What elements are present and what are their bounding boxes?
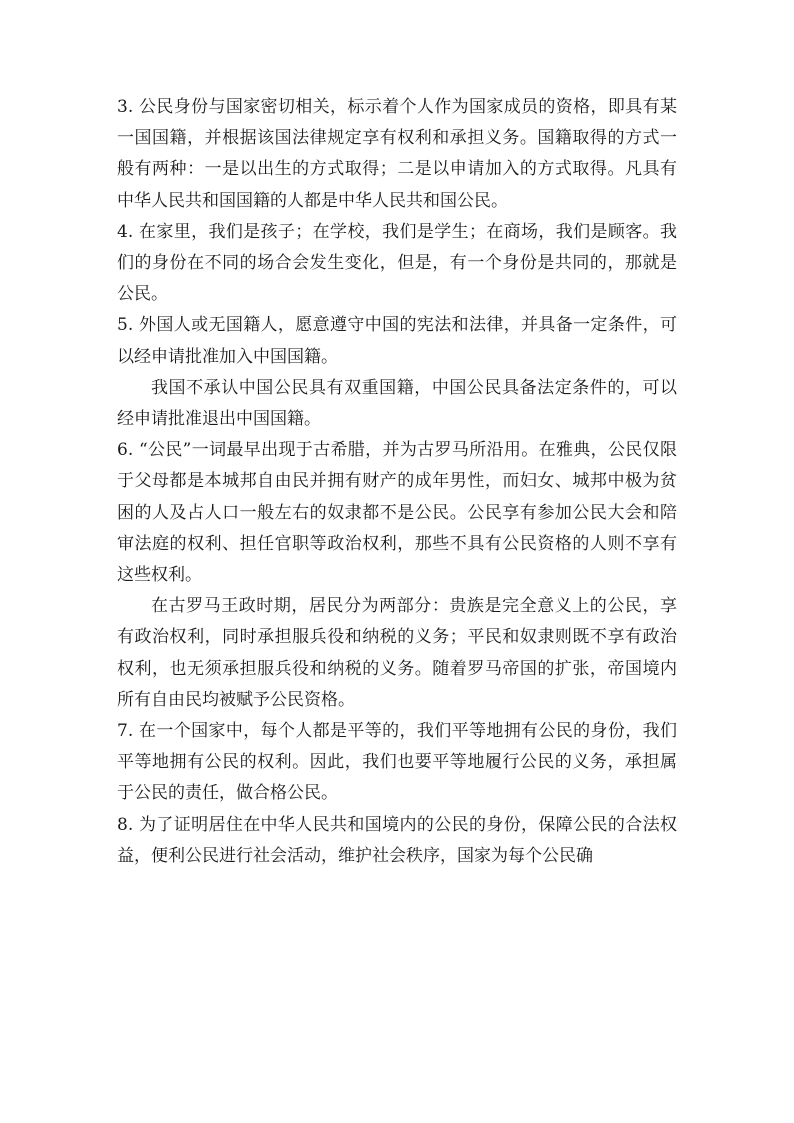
- paragraph-item-7: 7. 在一个国家中，每个人都是平等的，我们平等地拥有公民的身份，我们平等地拥有公民的权利。因此，我们也要平等地履行公民的义务，承担属于公民的责任，做合格公民。: [117, 721, 677, 804]
- paragraph-item-4: 4. 在家里，我们是孩子；在学校，我们是学生；在商场，我们是顾客。我们的身份在不同的场合会发生变化，但是，有一个身份是共同的，那就是公民。: [117, 221, 677, 305]
- document-page: [117, 92, 677, 872]
- paragraph-item-5: 5. 外国人或无国籍人，愿意遵守中国的宪法和法律，并具备一定条件，可以经申请批准加入中国国籍。: [117, 315, 677, 367]
- paragraph-item-6-continued: 在古罗马王政时期，居民分为两部分：贵族是完全意义上的公民，享有政治权利，同时承担服兵役和纳税的义务；平民和奴隶则既不享有政治权利，也无须承担服兵役和纳税的义务。随着罗马帝国的扩张，帝国境内所有自由民均被赋予公民资格。: [117, 596, 677, 710]
- paragraph-item-3: 3. 公民身份与国家密切相关，标示着个人作为国家成员的资格，即具有某一国国籍，并根据该国法律规定享有权利和承担义务。国籍取得的方式一般有两种：一是以出生的方式取得；二是以申请加入的方式取得。凡具有中华人民共和国国籍的人都是中华人民共和国公民。: [117, 97, 677, 211]
- paragraph-item-5-continued: 我国不承认中国公民具有双重国籍，中国公民具备法定条件的，可以经申请批准退出中国国籍。: [117, 377, 677, 430]
- paragraph-item-6: 6. “公民”一词最早出现于古希腊，并为古罗马所沿用。在雅典，公民仅限于父母都是本城邦自由民并拥有财产的成年男性，而妇女、城邦中极为贫困的人及占人口一般左右的奴隶都不是公民。公民享有参加公民大会和陪审法庭的权利、担任官职等政治权利，那些不具有公民资格的人则不享有这些权利。: [117, 440, 677, 586]
- paragraph-item-8: 8. 为了证明居住在中华人民共和国境内的公民的身份，保障公民的合法权益，便利公民进行社会活动，维护社会秩序，国家为每个公民确: [117, 814, 677, 866]
